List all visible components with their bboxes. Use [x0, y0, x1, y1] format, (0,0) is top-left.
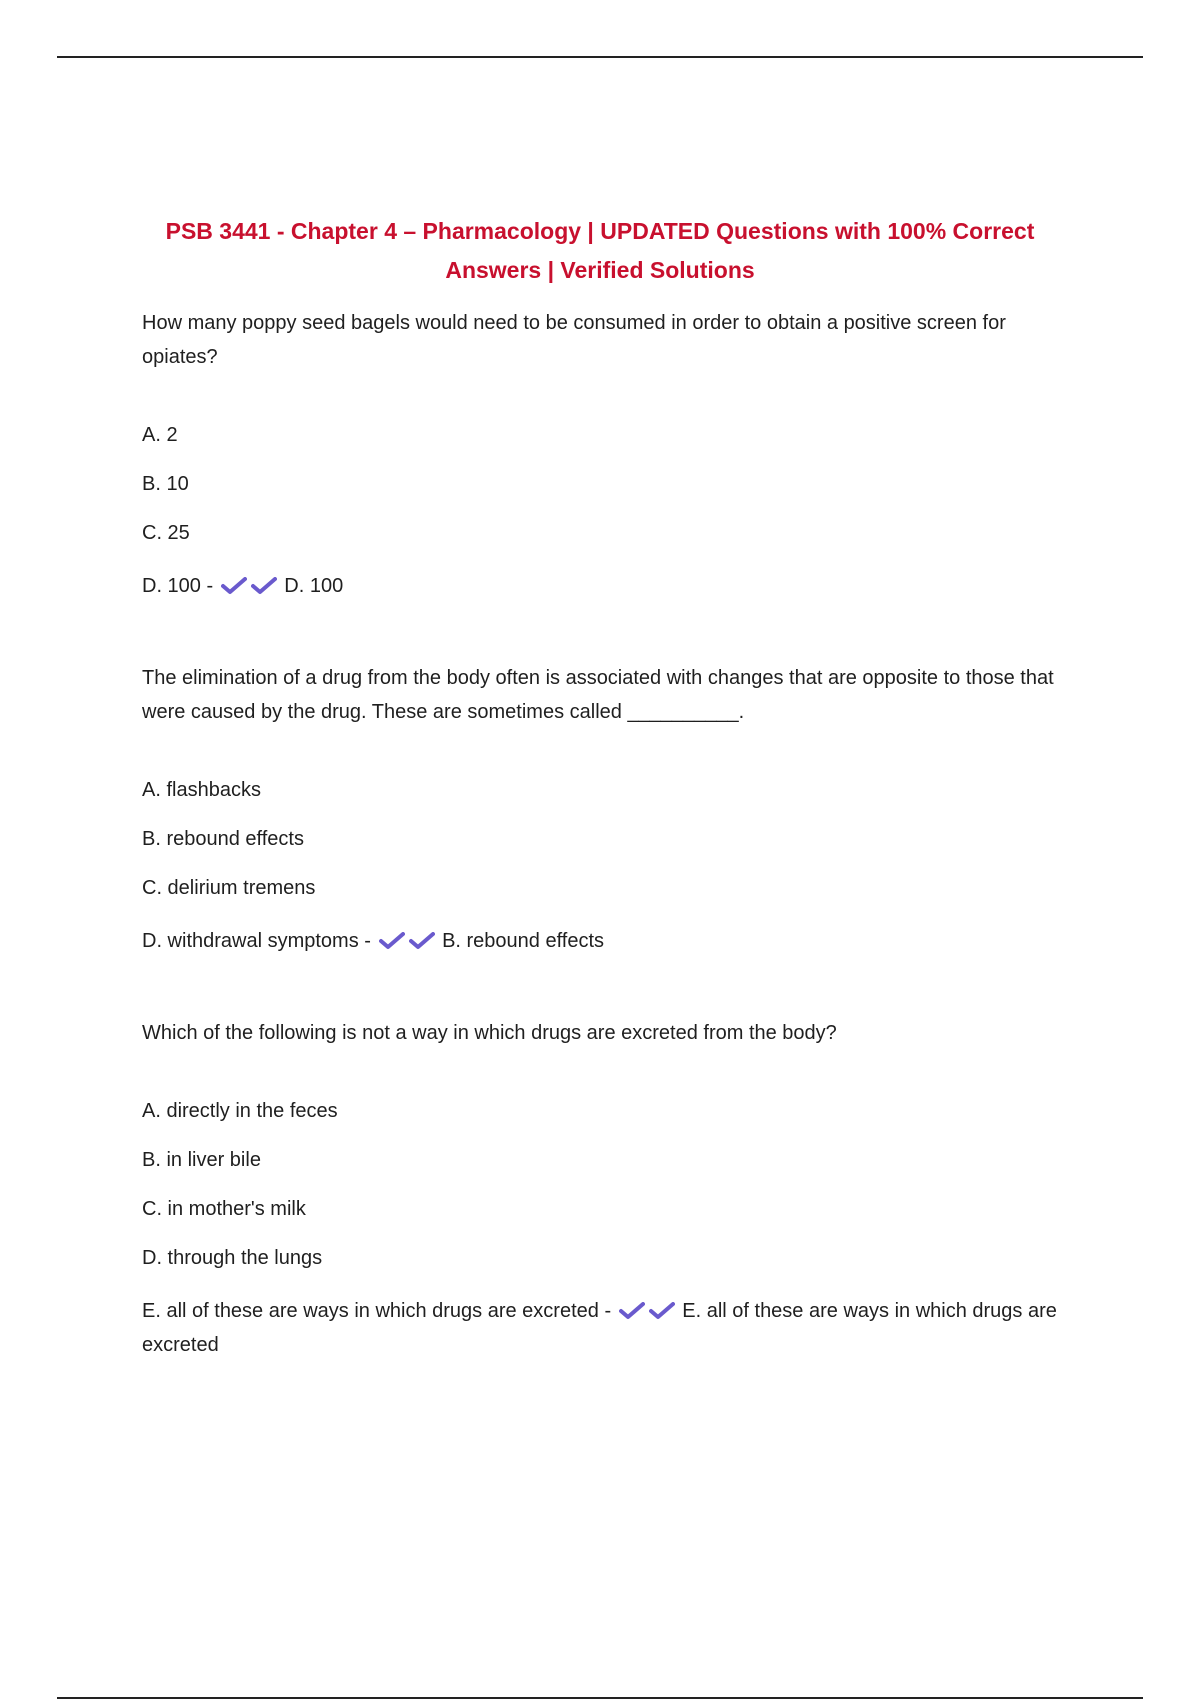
- check-icon: [619, 1302, 645, 1320]
- question-2: [142, 661, 1058, 958]
- question-list: [142, 306, 1058, 1377]
- option-with-answer: [142, 924, 1058, 958]
- option: A. 2: [142, 424, 178, 446]
- header-rule: [57, 56, 1143, 58]
- option: A. flashbacks: [142, 779, 261, 801]
- option: B. rebound effects: [142, 828, 304, 850]
- option: C. in mother's milk: [142, 1198, 306, 1220]
- correct-answer: B. rebound effects: [442, 930, 605, 952]
- check-icon: [251, 577, 277, 595]
- option-with-answer: [142, 1294, 1058, 1362]
- option-text: E. all of these are ways in which drugs are excreted -: [142, 1300, 612, 1322]
- question-3: [142, 1016, 1058, 1362]
- option: D. through the lungs: [142, 1247, 323, 1269]
- question-2-options: [142, 773, 1058, 958]
- question-3-text: Which of the following is not a way in which drugs are excreted from the body?: [142, 1022, 837, 1044]
- option-text: D. withdrawal symptoms -: [142, 930, 371, 952]
- check-icon: [221, 577, 247, 595]
- question-2-text: The elimination of a drug from the body often is associated with changes that are opposite to those that were caused by the drug. These are sometimes called __________.: [142, 667, 1054, 723]
- option: C. 25: [142, 522, 190, 544]
- correct-answer: D. 100: [284, 575, 344, 597]
- question-1: [142, 306, 1058, 603]
- option: B. 10: [142, 473, 189, 495]
- correct-answer: E. all of these are ways in which drugs are excreted: [142, 1300, 1057, 1356]
- option: C. delirium tremens: [142, 877, 316, 899]
- check-icon: [409, 932, 435, 950]
- option-text: D. 100 -: [142, 575, 214, 597]
- check-icon: [379, 932, 405, 950]
- page-title: [142, 212, 1058, 290]
- check-icon: [649, 1302, 675, 1320]
- option-with-answer: [142, 569, 1058, 603]
- option: B. in liver bile: [142, 1149, 261, 1171]
- title-line-2: Answers | Verified Solutions: [445, 257, 755, 283]
- question-1-text: How many poppy seed bagels would need to be consumed in order to obtain a positive screen for opiates?: [142, 312, 1006, 368]
- question-3-options: [142, 1094, 1058, 1362]
- title-line-1: PSB 3441 - Chapter 4 – Pharmacology | UPDATED Questions with 100% Correct: [165, 218, 1035, 244]
- footer-rule: [57, 1697, 1143, 1699]
- option: A. directly in the feces: [142, 1100, 338, 1122]
- question-1-options: [142, 418, 1058, 603]
